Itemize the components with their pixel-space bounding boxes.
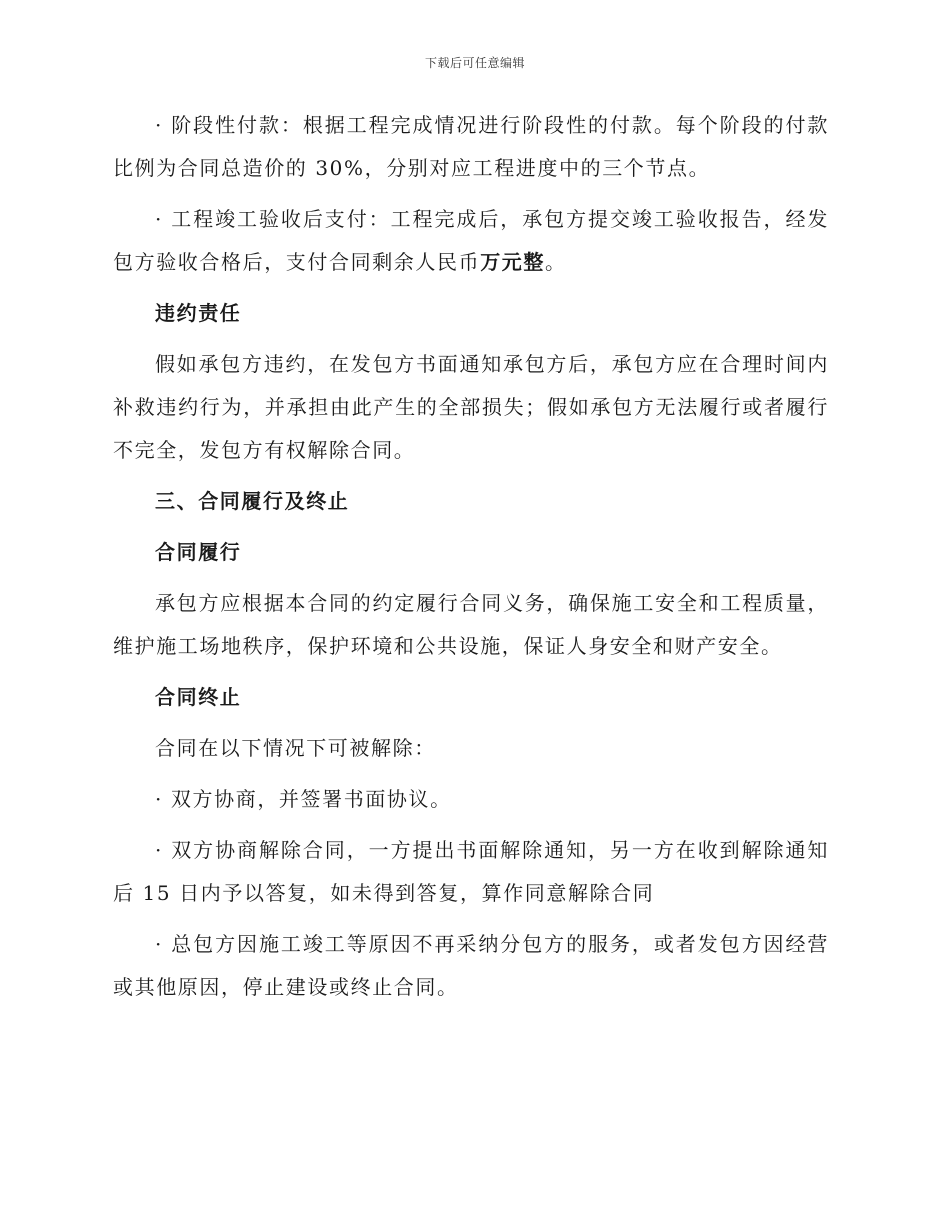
heading-performance: 合同履行 <box>155 540 242 564</box>
heading-section-three: 三、合同履行及终止 <box>155 489 350 513</box>
final-payment-end: 。 <box>545 250 567 274</box>
header-note: 下载后可任意编辑 <box>424 56 525 70</box>
final-payment-text: · 工程竣工验收后支付：工程完成后，承包方提交竣工验收报告，经发包方验收合格后，支付合同剩余人民币 <box>113 207 829 274</box>
paragraph-staged-payment: · 阶段性付款：根据工程完成情况进行阶段性的付款。每个阶段的付款比例为合同总造价的 30%，分别对应工程进度中的三个节点。 <box>113 113 829 180</box>
heading-breach-liability: 违约责任 <box>155 301 242 325</box>
list-item-contractor-reasons: · 总包方因施工竣工等原因不再采纳分包方的服务，或者发包方因经营或其他原因，停止建设或终止合同。 <box>113 932 829 999</box>
heading-termination: 合同终止 <box>155 685 242 709</box>
list-item-mutual-agreement: · 双方协商，并签署书面协议。 <box>155 787 452 811</box>
paragraph-breach: 假如承包方违约，在发包方书面通知承包方后，承包方应在合理时间内补救违约行为，并承担由此产生的全部损失；假如承包方无法履行或者履行不完全，发包方有权解除合同。 <box>113 352 829 462</box>
paragraph-final-payment <box>113 198 829 284</box>
final-payment-amount: 万元整 <box>480 250 546 274</box>
list-item-written-notice: · 双方协商解除合同，一方提出书面解除通知，另一方在收到解除通知后 15 日内予以答复，如未得到答复，算作同意解除合同 <box>113 838 829 905</box>
document-body <box>113 104 829 1017</box>
paragraph-performance: 承包方应根据本合同的约定履行合同义务，确保施工安全和工程质量，维护施工场地秩序，保护环境和公共设施，保证人身安全和财产安全。 <box>113 591 829 658</box>
paragraph-termination-intro: 合同在以下情况下可被解除： <box>155 736 436 760</box>
